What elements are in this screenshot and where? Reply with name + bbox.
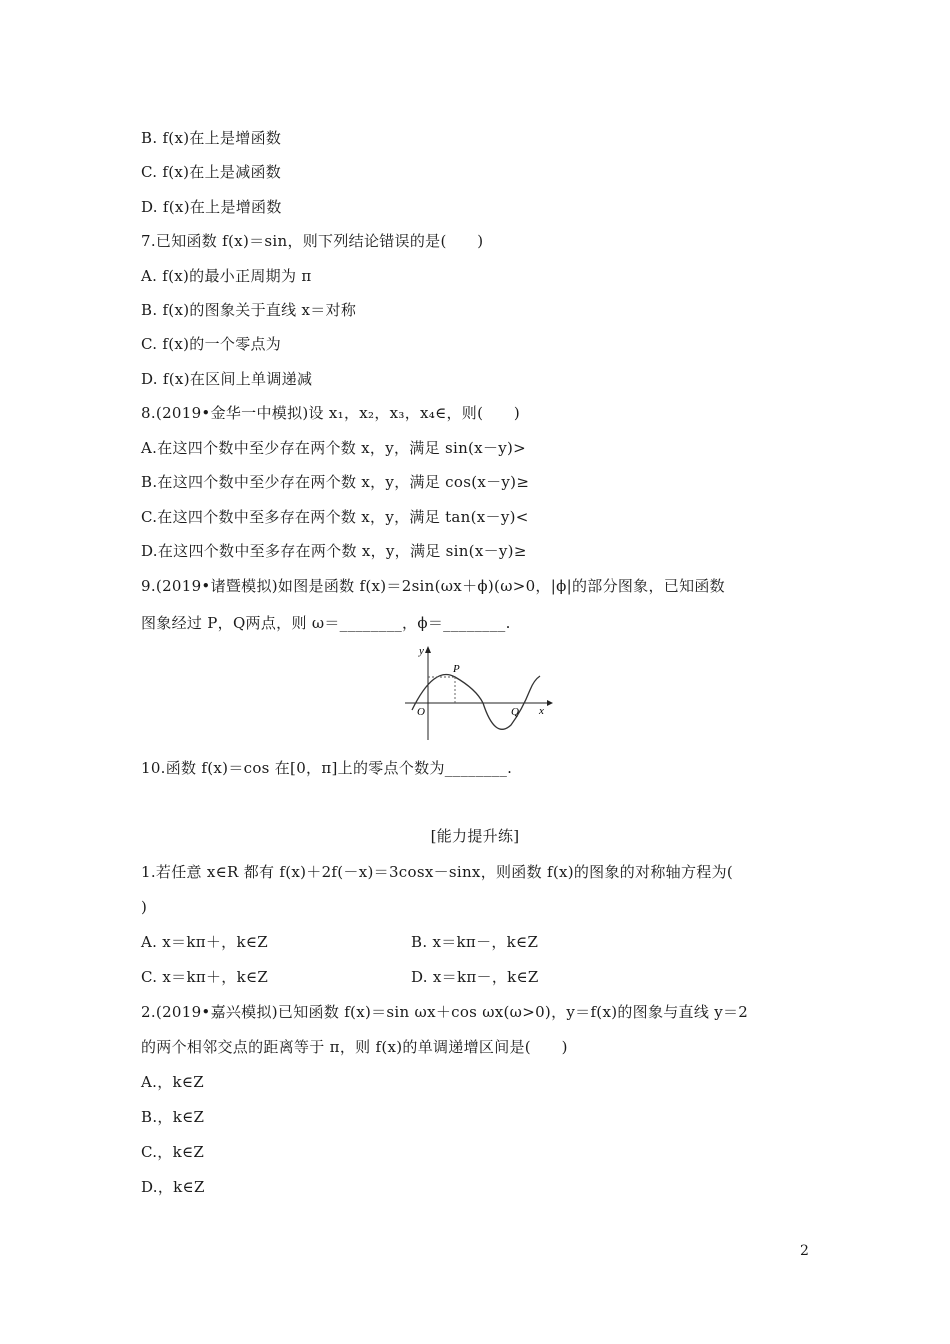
q7-option-d: D. f(x)在区间上单调递减 <box>141 370 313 388</box>
adv-q2-option-b: B.，k∈Z <box>141 1108 205 1126</box>
adv-q2-option-c: C.，k∈Z <box>141 1143 205 1161</box>
y-axis-label: y <box>419 645 424 657</box>
q6-option-c: C. f(x)在上是减函数 <box>141 163 282 181</box>
q9-stem-line2: 图象经过 P，Q两点，则 ω＝________，ϕ＝________. <box>141 614 511 632</box>
q7-option-b: B. f(x)的图象关于直线 x＝对称 <box>141 301 357 319</box>
x-axis-arrow <box>547 700 553 706</box>
section-heading: [能力提升练] <box>430 827 520 845</box>
adv-q1-stem-line2: ) <box>141 898 148 916</box>
q8-option-a: A.在这四个数中至少存在两个数 x，y，满足 sin(x－y)> <box>141 439 527 457</box>
q6-option-d: D. f(x)在上是增函数 <box>141 198 282 216</box>
q7-option-c: C. f(x)的一个零点为 <box>141 335 282 353</box>
adv-q1-stem-line1: 1.若任意 x∈R 都有 f(x)＋2f(－x)＝3cosx－sinx，则函数 f(x)的图象的对称轴方程为( <box>141 863 734 881</box>
adv-q2-option-d: D.，k∈Z <box>141 1178 205 1196</box>
q10-stem: 10.函数 f(x)＝cos 在[0，π]上的零点个数为________. <box>141 759 513 777</box>
q7-stem: 7.已知函数 f(x)＝sin，则下列结论错误的是( ) <box>141 232 484 250</box>
page-number: 2 <box>800 1243 809 1259</box>
q8-stem: 8.(2019•金华一中模拟)设 x₁，x₂，x₃，x₄∈，则( ) <box>141 404 521 422</box>
sine-graph-figure <box>400 640 560 745</box>
q6-option-b: B. f(x)在上是增函数 <box>141 129 282 147</box>
sine-curve <box>412 674 540 729</box>
q8-option-c: C.在这四个数中至多存在两个数 x，y，满足 tan(x－y)< <box>141 508 529 526</box>
point-p-label: P <box>453 663 460 675</box>
point-q-label: Q <box>511 706 519 718</box>
q8-option-d: D.在这四个数中至多存在两个数 x，y，满足 sin(x－y)≥ <box>141 542 527 560</box>
adv-q1-option-a: A. x＝kπ＋，k∈Z <box>141 933 268 951</box>
adv-q2-stem-line2: 的两个相邻交点的距离等于 π，则 f(x)的单调递增区间是( ) <box>141 1038 568 1056</box>
adv-q2-stem-line1: 2.(2019•嘉兴模拟)已知函数 f(x)＝sin ωx＋cos ωx(ω>0)，y＝f(x)的图象与直线 y＝2 <box>141 1003 749 1021</box>
adv-q1-option-d: D. x＝kπ－，k∈Z <box>411 968 539 986</box>
y-axis-arrow <box>425 646 431 653</box>
adv-q1-option-c: C. x＝kπ＋，k∈Z <box>141 968 269 986</box>
q8-option-b: B.在这四个数中至少存在两个数 x，y，满足 cos(x－y)≥ <box>141 473 530 491</box>
q9-stem-line1: 9.(2019•诸暨模拟)如图是函数 f(x)＝2sin(ωx＋ϕ)(ω>0，|ϕ|的部分图象，已知函数 <box>141 577 725 595</box>
q7-option-a: A. f(x)的最小正周期为 π <box>141 267 312 285</box>
adv-q1-option-b: B. x＝kπ－，k∈Z <box>411 933 539 951</box>
origin-label: O <box>417 706 425 718</box>
x-axis-label: x <box>539 705 544 717</box>
adv-q2-option-a: A.，k∈Z <box>141 1073 205 1091</box>
